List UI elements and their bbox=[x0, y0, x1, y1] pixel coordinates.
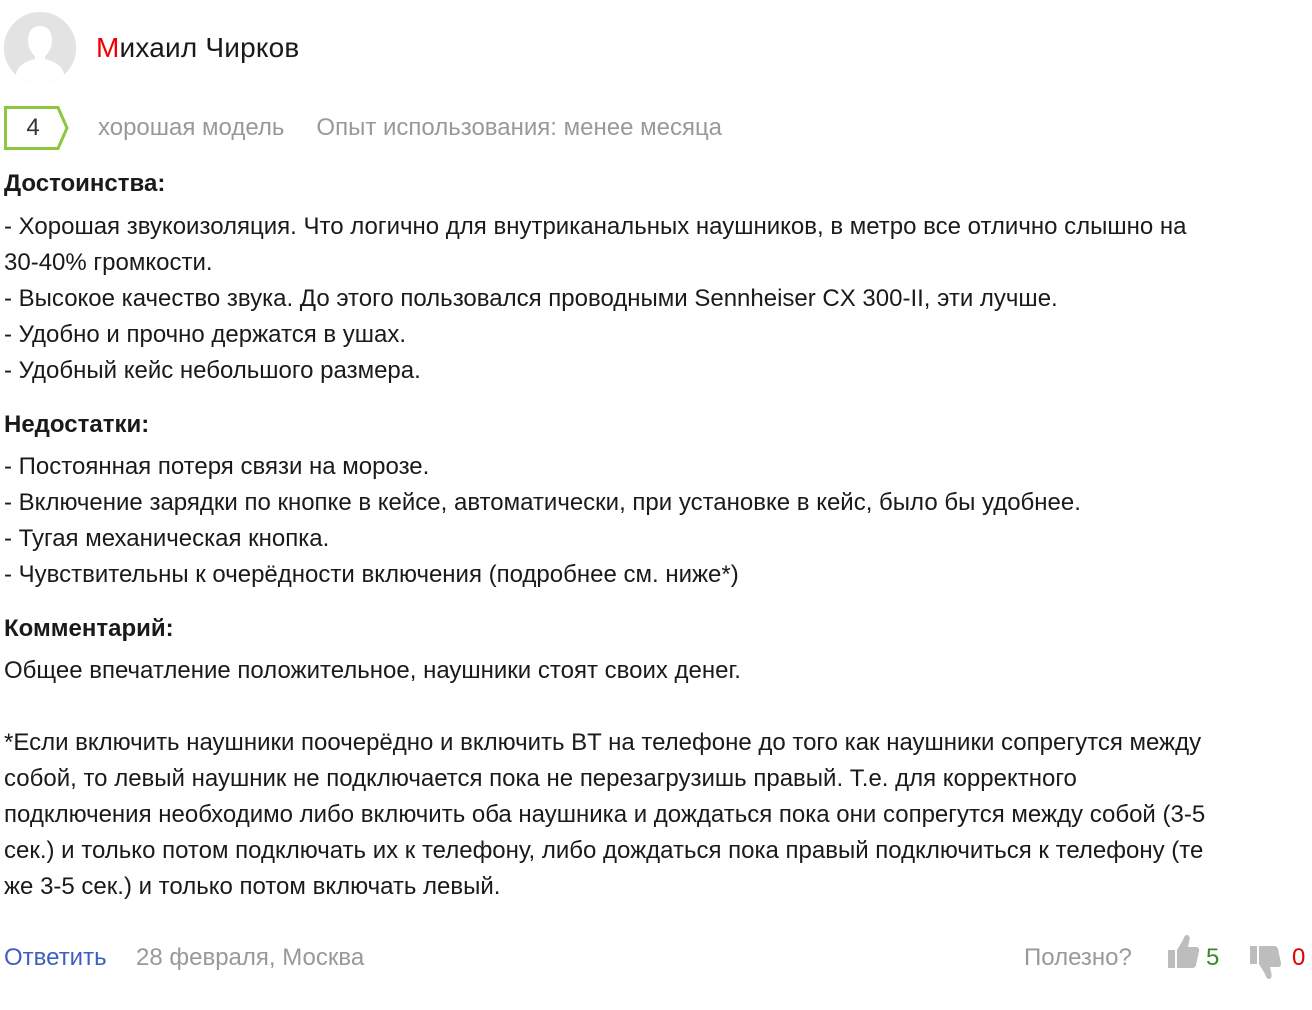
review-date-location: 28 февраля, Москва bbox=[136, 944, 365, 971]
user-silhouette-icon bbox=[4, 12, 76, 84]
pros-line: - Высокое качество звука. До этого пользовался проводными Sennheiser CX 300-II, эти лучше. bbox=[4, 285, 1058, 312]
thumbs-up-count: 5 bbox=[1206, 944, 1220, 971]
comment-body bbox=[4, 653, 1304, 905]
rating-badge bbox=[4, 106, 70, 150]
comment-title: Комментарий: bbox=[4, 615, 174, 642]
author-name-rest: ихаил Чирков bbox=[119, 32, 300, 63]
pros-title: Достоинства: bbox=[4, 170, 166, 197]
cons-line: - Чувствительны к очерёдности включения (подробнее см. ниже*) bbox=[4, 561, 739, 588]
thumbs-up-icon[interactable] bbox=[1166, 932, 1200, 972]
comment-line: собой, то левый наушник не подключается пока не перезагрузишь правый. Т.е. для корректного bbox=[4, 765, 1077, 792]
comment-blank-line bbox=[4, 689, 1304, 725]
thumbs-down-count: 0 bbox=[1292, 944, 1306, 971]
author-name-first-letter: М bbox=[96, 32, 120, 63]
comment-line: же 3-5 сек.) и только потом включать левый. bbox=[4, 873, 501, 900]
cons-body bbox=[4, 449, 1304, 593]
comment-line: сек.) и только потом подключать их к телефону, либо дождаться пока правый подключиться к телефону (те bbox=[4, 837, 1204, 864]
review-footer bbox=[4, 938, 1308, 978]
pros-line: - Удобно и прочно держатся в ушах. bbox=[4, 321, 407, 348]
cons-title: Недостатки: bbox=[4, 411, 150, 438]
pros-body bbox=[4, 209, 1304, 389]
useful-label: Полезно? bbox=[1024, 944, 1132, 971]
reply-link[interactable]: Ответить bbox=[4, 944, 107, 971]
usage-duration: Опыт использования: менее месяца bbox=[316, 114, 723, 141]
thumbs-down-icon[interactable] bbox=[1248, 942, 1282, 982]
cons-line: - Тугая механическая кнопка. bbox=[4, 525, 330, 552]
rating-label: хорошая модель bbox=[98, 114, 285, 141]
author-name[interactable] bbox=[96, 32, 299, 64]
pros-line: 30-40% громкости. bbox=[4, 249, 213, 276]
avatar[interactable] bbox=[4, 12, 76, 84]
comment-line: подключения необходимо либо включить оба наушника и дождаться пока они сопрегутся между собой (3-5 bbox=[4, 801, 1206, 828]
rating-value: 4 bbox=[26, 114, 40, 141]
comment-line: *Если включить наушники поочерёдно и включить BT на телефоне до того как наушники сопрегутся между bbox=[4, 729, 1202, 756]
cons-line: - Включение зарядки по кнопке в кейсе, автоматически, при установке в кейс, было бы удобнее. bbox=[4, 489, 1081, 516]
author-row bbox=[4, 12, 299, 84]
pros-line: - Хорошая звукоизоляция. Что логично для внутриканальных наушников, в метро все отлично слышно на bbox=[4, 213, 1187, 240]
pros-line: - Удобный кейс небольшого размера. bbox=[4, 357, 421, 384]
comment-line: Общее впечатление положительное, наушники стоят своих денег. bbox=[4, 657, 741, 684]
rating-row bbox=[4, 106, 722, 150]
cons-line: - Постоянная потеря связи на морозе. bbox=[4, 453, 430, 480]
